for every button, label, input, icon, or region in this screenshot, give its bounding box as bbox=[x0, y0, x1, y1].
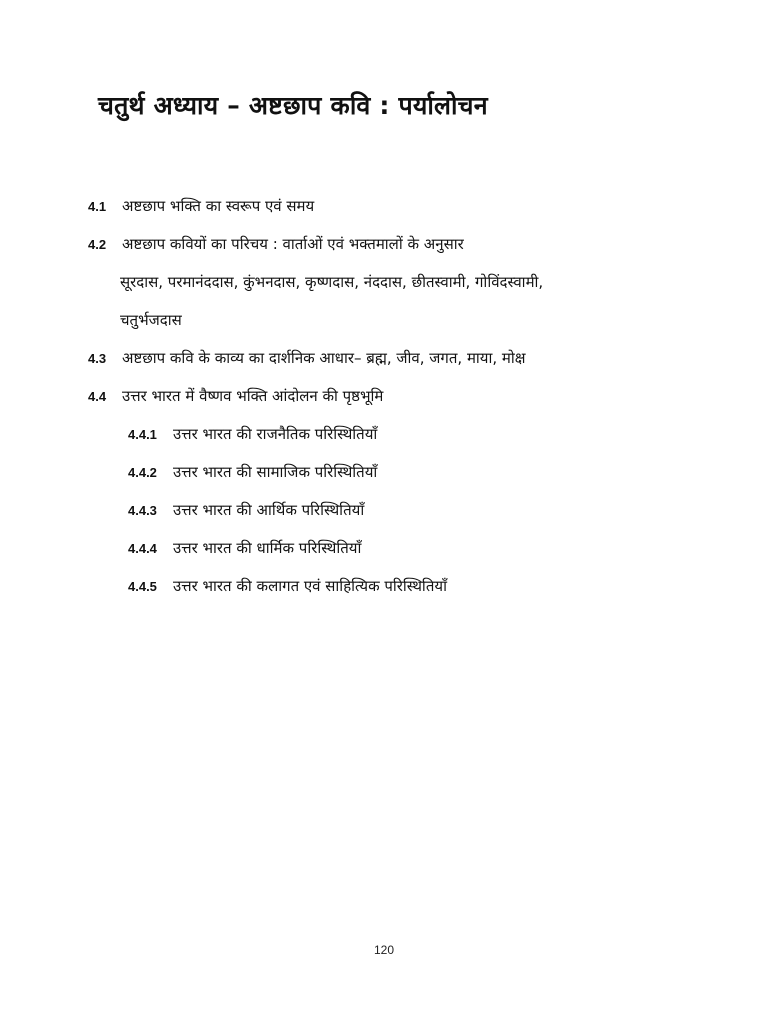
toc-entry-number: 4.4.3 bbox=[128, 503, 157, 518]
toc-entry-4-1 bbox=[88, 196, 314, 216]
toc-entry-text: अष्टछाप कवि के काव्य का दार्शनिक आधार– ब्रह्म, जीव, जगत, माया, मोक्ष bbox=[122, 349, 526, 367]
toc-entry-4-3 bbox=[88, 348, 526, 368]
toc-entry-text: उत्तर भारत की कलागत एवं साहित्यिक परिस्थितियाँ bbox=[173, 577, 447, 595]
toc-entry-text: अष्टछाप भक्ति का स्वरूप एवं समय bbox=[122, 197, 315, 215]
toc-entry-number: 4.3 bbox=[88, 351, 107, 366]
toc-entry-4-4 bbox=[88, 386, 383, 406]
toc-entry-number: 4.4.4 bbox=[128, 541, 157, 556]
toc-entry-number: 4.4.1 bbox=[128, 427, 157, 442]
toc-entry-text: उत्तर भारत की राजनैतिक परिस्थितियाँ bbox=[173, 425, 378, 443]
toc-entry-text: उत्तर भारत की आर्थिक परिस्थितियाँ bbox=[173, 501, 365, 519]
toc-entry-4-4-5 bbox=[128, 576, 447, 596]
toc-entry-number: 4.1 bbox=[88, 199, 107, 214]
page-number: 120 bbox=[373, 943, 395, 957]
toc-entry-4-2 bbox=[88, 234, 464, 254]
toc-entry-4-4-3 bbox=[128, 500, 364, 520]
toc-entry-4-4-4 bbox=[128, 538, 361, 558]
toc-entry-number: 4.4 bbox=[88, 389, 107, 404]
toc-entry-4-2-poets-line-1: सूरदास, परमानंददास, कुंभनदास, कृष्णदास, नंददास, छीतस्वामी, गोविंदस्वामी, bbox=[120, 273, 544, 291]
toc-entry-text: उत्तर भारत की सामाजिक परिस्थितियाँ bbox=[173, 463, 378, 481]
toc-entry-4-4-1 bbox=[128, 424, 377, 444]
chapter-title: चतुर्थ अध्याय – अष्टछाप कवि : पर्यालोचन bbox=[98, 91, 488, 120]
toc-entry-text: उत्तर भारत में वैष्णव भक्ति आंदोलन की पृष्ठभूमि bbox=[122, 387, 384, 405]
toc-entry-number: 4.4.5 bbox=[128, 579, 157, 594]
toc-entry-number: 4.4.2 bbox=[128, 465, 157, 480]
toc-entry-4-2-poets-line-2: चतुर्भजदास bbox=[120, 311, 182, 329]
toc-entry-text: अष्टछाप कवियों का परिचय : वार्ताओं एवं भक्तमालों के अनुसार bbox=[122, 235, 464, 253]
toc-entry-number: 4.2 bbox=[88, 237, 107, 252]
toc-entry-4-4-2 bbox=[128, 462, 377, 482]
toc-entry-text: उत्तर भारत की धार्मिक परिस्थितियाँ bbox=[173, 539, 362, 557]
